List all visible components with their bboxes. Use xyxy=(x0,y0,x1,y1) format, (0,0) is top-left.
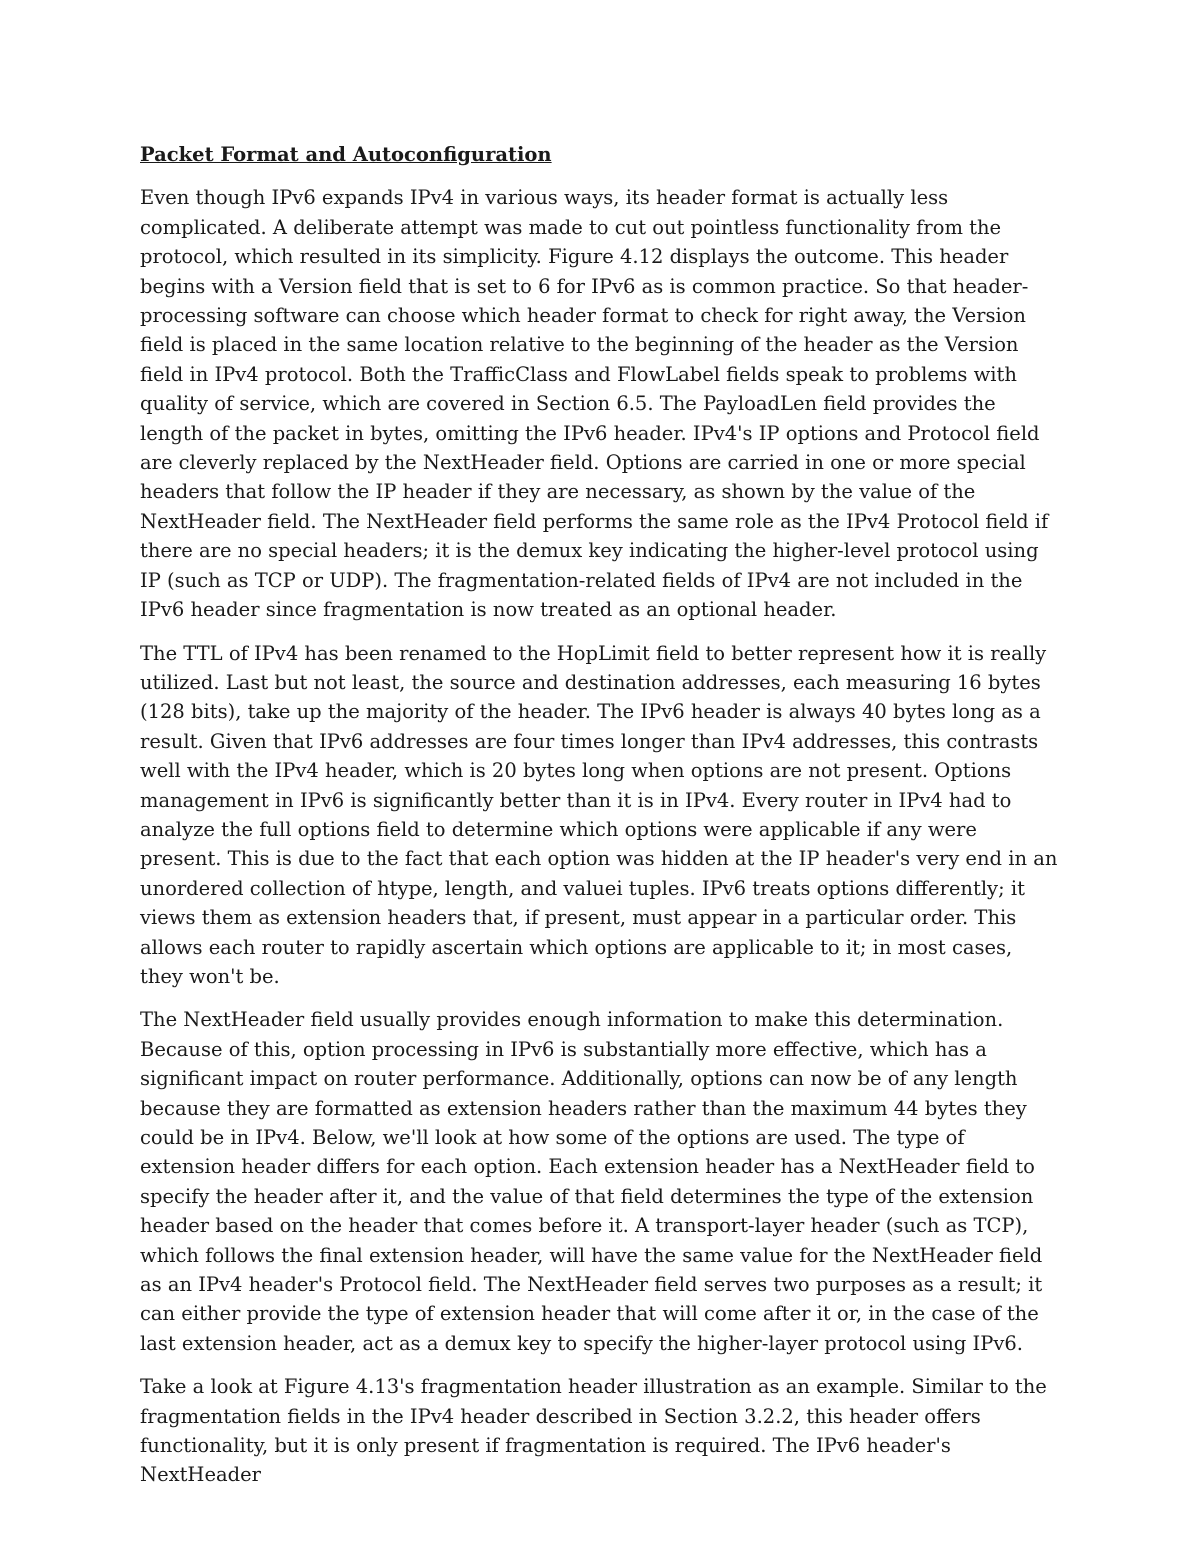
document-body xyxy=(140,140,1060,1504)
paragraph-ipv6-header-overview: Even though IPv6 expands IPv4 in various ways, its header format is actually less complicated. A deliberate attempt was made to cut out pointless functionality from the protocol, which resulted in its simplicity. Figure 4.12 displays the outcome. This header begins with a Version field that is set to 6 for IPv6 as is common practice. So that header-processing software can choose which header format to check for right away, the Version field is placed in the same location relative to the beginning of the header as the Version field in IPv4 protocol. Both the TrafficClass and FlowLabel fields speak to problems with quality of service, which are covered in Section 6.5. The PayloadLen field provides the length of the packet in bytes, omitting the IPv6 header. IPv4's IP options and Protocol field are cleverly replaced by the NextHeader field. Options are carried in one or more special headers that follow the IP header if they are necessary, as shown by the value of the NextHeader field. The NextHeader field performs the same role as the IPv4 Protocol field if there are no special headers; it is the demux key indicating the higher-level protocol using IP (such as TCP or UDP). The fragmentation-related fields of IPv4 are not included in the IPv6 header since fragmentation is now treated as an optional header. xyxy=(140,186,1049,622)
paragraph-fragmentation-header: Take a look at Figure 4.13's fragmentation header illustration as an example. Similar to the fragmentation fields in the IPv4 header described in Section 3.2.2, this header offers functionality, but it is only present if fragmentation is required. The IPv6 header's NextHeader xyxy=(140,1375,1047,1487)
paragraph-nextheader-extension-headers: The NextHeader field usually provides enough information to make this determination. Because of this, option processing in IPv6 is substantially more effective, which has a significant impact on router performance. Additionally, options can now be of any length because they are formatted as extension headers rather than the maximum 44 bytes they could be in IPv4. Below, we'll look at how some of the options are used. The type of extension header differs for each option. Each extension header has a NextHeader field to specify the header after it, and the value of that field determines the type of the extension header based on the header that comes before it. A transport-layer header (such as TCP), which follows the final extension header, will have the same value for the NextHeader field as an IPv4 header's Protocol field. The NextHeader field serves two purposes as a result; it can either provide the type of extension header that will come after it or, in the case of the last extension header, act as a demux key to specify the higher-layer protocol using IPv6. xyxy=(140,1008,1043,1355)
paragraph-hoplimit-and-options: The TTL of IPv4 has been renamed to the HopLimit field to better represent how it is really utilized. Last but not least, the source and destination addresses, each measuring 16 bytes (128 bits), take up the majority of the header. The IPv6 header is always 40 bytes long as a result. Given that IPv6 addresses are four times longer than IPv4 addresses, this contrasts well with the IPv4 header, which is 20 bytes long when options are not present. Options management in IPv6 is significantly better than it is in IPv4. Every router in IPv4 had to analyze the full options field to determine which options were applicable if any were present. This is due to the fact that each option was hidden at the IP header's very end in an unordered collection of htype, length, and valuei tuples. IPv6 treats options differently; it views them as extension headers that, if present, must appear in a particular order. This allows each router to rapidly ascertain which options are applicable to it; in most cases, they won't be. xyxy=(140,641,1058,988)
section-title: Packet Format and Autoconfiguration xyxy=(140,143,552,166)
